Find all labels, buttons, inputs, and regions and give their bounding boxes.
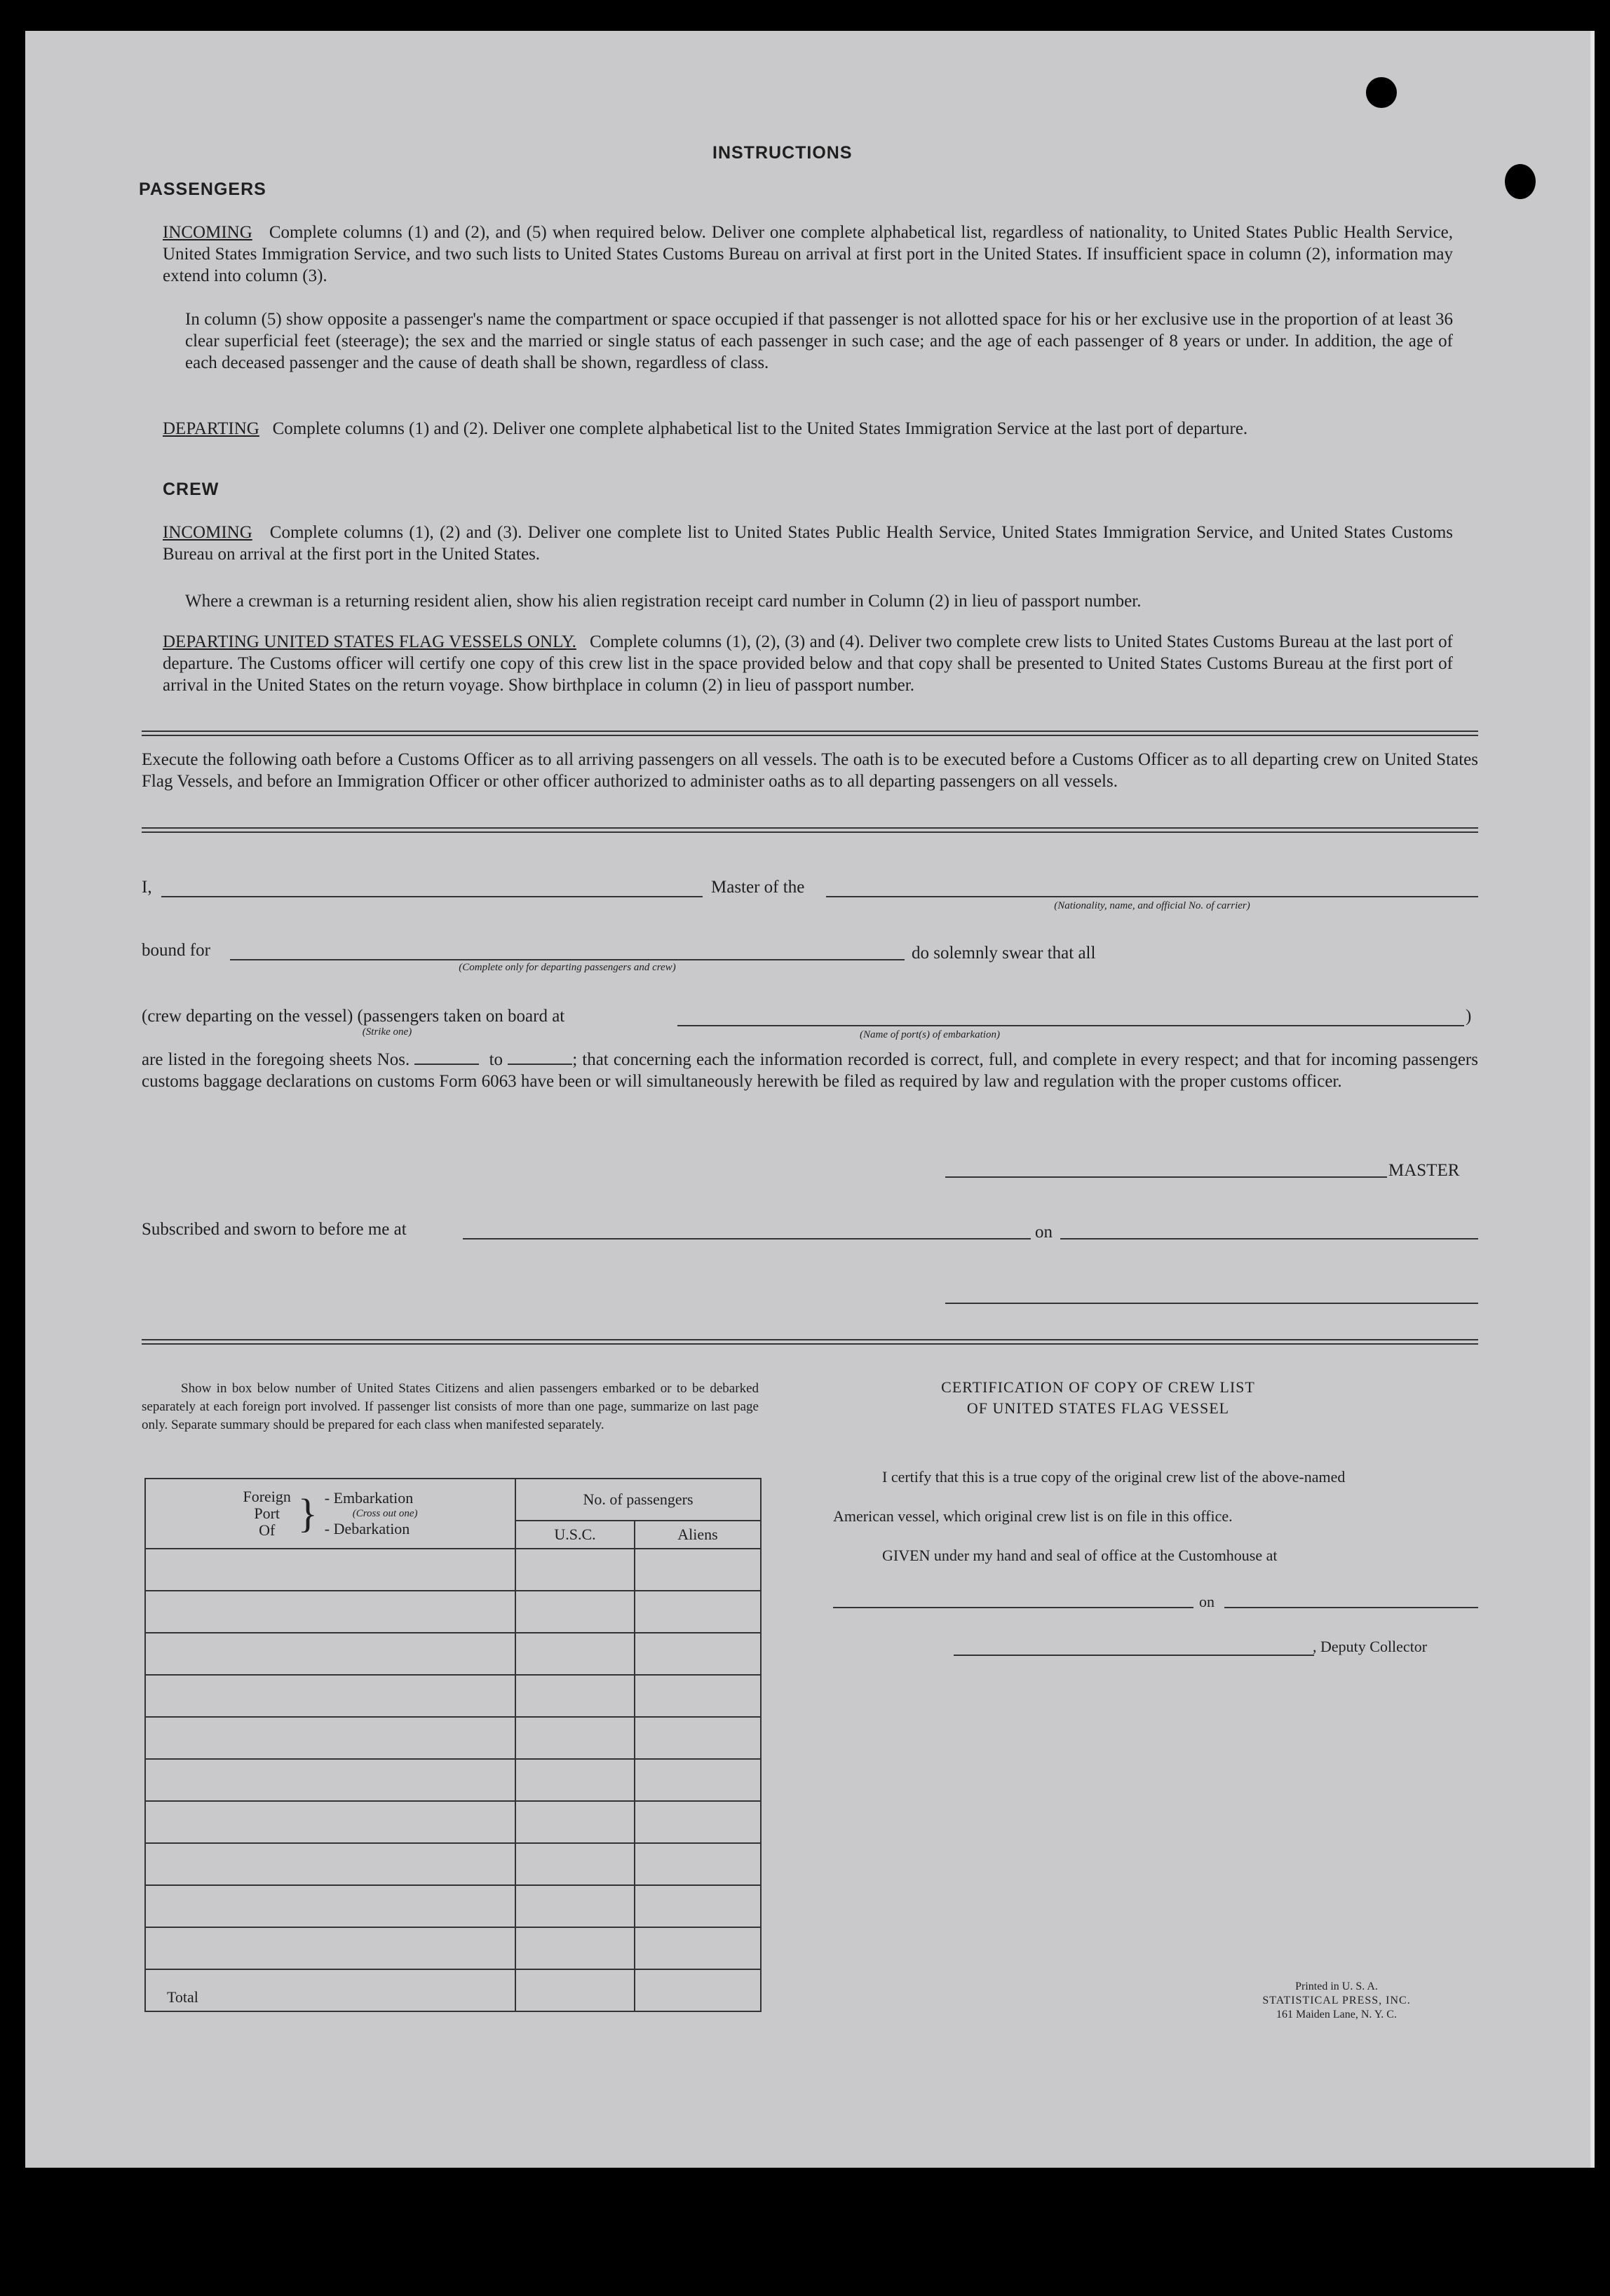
crew-departing-text: Complete columns (1), (2), (3) and (4). Deliver two complete crew lists to United States Customs Bureau at the last port of departure. The Customs officer will certify one copy of this crew list in the space provided below and that copy shall be presented to United States Customs Bureau at the first port of arrival in the United States on the return voyage. Show birthplace in column (2) in lieu of passport number.	[163, 632, 1453, 695]
no-of-passengers-header: No. of passengers	[515, 1479, 761, 1521]
incoming-text: Complete columns (1) and (2), and (5) when required below. Deliver one complete alphabetical list, regardless of nationality, to United States Public Health Service, United States Immigration Service, and two such lists to United States Customs Bureau on arrival at first port in the United States. If insufficient space in column (2), information may extend into column (3).	[163, 223, 1454, 285]
usc-cell[interactable]	[515, 1717, 635, 1759]
punch-hole	[1505, 164, 1536, 199]
listed-rest: ; that concerning each the information recorded is correct, full, and complete in every respect; and that for incoming passengers customs baggage declarations on customs Form 6063 have been or will simultaneously herewith be filed as required by law and regulation with the proper customs officer.	[142, 1050, 1478, 1091]
crew-incoming-label: INCOMING	[163, 523, 252, 542]
closing-paren: )	[1466, 1007, 1472, 1026]
crew-heading: CREW	[163, 480, 219, 499]
printer-line-2: STATISTICAL PRESS, INC.	[1262, 1995, 1411, 2006]
table-row	[145, 1717, 761, 1759]
passengers-incoming	[163, 222, 1453, 287]
master-of-label: Master of the	[711, 878, 805, 897]
port-cell[interactable]	[145, 1885, 515, 1927]
cert-on-label: on	[1199, 1593, 1215, 1610]
incoming-label: INCOMING	[163, 223, 252, 242]
printer-imprint	[1231, 1980, 1442, 2022]
cert-title-2: OF UNITED STATES FLAG VESSEL	[966, 1399, 1230, 1417]
port-cell[interactable]	[145, 1675, 515, 1717]
brace: }	[297, 1490, 318, 1536]
table-row	[145, 1633, 761, 1675]
sworn-place-field[interactable]	[463, 1238, 1031, 1239]
usc-total-cell[interactable]	[515, 1969, 635, 2011]
table-row	[145, 1885, 761, 1927]
aliens-total-cell[interactable]	[635, 1969, 761, 2011]
passengers-departing	[163, 418, 1453, 440]
debarkation-label: - Debarkation	[324, 1520, 410, 1537]
bound-for-field[interactable]	[230, 959, 905, 960]
port-cell[interactable]	[145, 1801, 515, 1843]
usc-cell[interactable]	[515, 1759, 635, 1801]
sworn-on-label: on	[1035, 1223, 1053, 1242]
aliens-header: Aliens	[635, 1521, 761, 1549]
usc-header: U.S.C.	[515, 1521, 635, 1549]
printer-line-1: Printed in U. S. A.	[1295, 1981, 1378, 1992]
total-row	[145, 1969, 761, 2011]
punch-hole	[1366, 77, 1397, 108]
departing-text: Complete columns (1) and (2). Deliver one complete alphabetical list to the United States Immigration Service at the last port of departure.	[272, 419, 1248, 438]
total-label: Total	[145, 1969, 515, 2011]
table-row	[145, 1927, 761, 1969]
aliens-cell[interactable]	[635, 1885, 761, 1927]
sheet-to-field[interactable]	[508, 1049, 572, 1065]
officer-signature-field[interactable]	[945, 1303, 1478, 1304]
bound-hint: (Complete only for departing passengers and crew)	[459, 962, 676, 973]
cert-title-1: CERTIFICATION OF COPY OF CREW LIST	[941, 1378, 1255, 1396]
usc-cell[interactable]	[515, 1591, 635, 1633]
master-label: MASTER	[1388, 1161, 1460, 1180]
carrier-field[interactable]	[826, 896, 1478, 897]
summary-instructions: Show in box below number of United States Citizens and alien passengers embarked or to be debarked separately at each foreign port involved. If passenger list consists of more than one page, summarize on last page only. Separate summary should be prepared for each class when manifested separately.	[142, 1381, 759, 1432]
crew-incoming-text: Complete columns (1), (2) and (3). Deliver one complete list to United States Public Health Service, United States Immigration Service, and United States Customs Bureau on arrival at the first port in the United States.	[163, 523, 1454, 564]
usc-cell[interactable]	[515, 1801, 635, 1843]
usc-cell[interactable]	[515, 1675, 635, 1717]
usc-cell[interactable]	[515, 1885, 635, 1927]
port-cell[interactable]	[145, 1633, 515, 1675]
usc-cell[interactable]	[515, 1633, 635, 1675]
port-cell[interactable]	[145, 1717, 515, 1759]
oath-i-label: I,	[142, 878, 152, 897]
foreign-port-header	[145, 1479, 515, 1549]
usc-cell[interactable]	[515, 1843, 635, 1885]
aliens-cell[interactable]	[635, 1633, 761, 1675]
divider	[142, 1339, 1478, 1345]
crew-departing	[163, 631, 1453, 696]
foreign-port-label: Foreign Port Of	[243, 1488, 291, 1539]
table-row	[145, 1843, 761, 1885]
embarkation-ports-field[interactable]	[677, 1025, 1464, 1026]
ports-hint: (Name of port(s) of embarkation)	[860, 1029, 1000, 1040]
master-name-field[interactable]	[161, 896, 703, 897]
customhouse-field[interactable]	[833, 1607, 1193, 1608]
listed-text	[142, 1049, 1478, 1092]
divider	[142, 827, 1478, 833]
crew-incoming	[163, 522, 1453, 565]
port-cell[interactable]	[145, 1591, 515, 1633]
listed-prefix: are listed in the foregoing sheets Nos.	[142, 1050, 410, 1069]
to-label: to	[489, 1050, 503, 1069]
port-cell[interactable]	[145, 1549, 515, 1591]
certify-line-1: I certify that this is a true copy of the original crew list of the above-named	[882, 1468, 1346, 1486]
subscribed-label: Subscribed and sworn to before me at	[142, 1220, 407, 1239]
aliens-cell[interactable]	[635, 1591, 761, 1633]
aliens-cell[interactable]	[635, 1675, 761, 1717]
usc-cell[interactable]	[515, 1927, 635, 1969]
port-cell[interactable]	[145, 1843, 515, 1885]
carrier-hint: (Nationality, name, and official No. of carrier)	[1054, 900, 1250, 911]
aliens-cell[interactable]	[635, 1801, 761, 1843]
passengers-heading: PASSENGERS	[139, 179, 266, 199]
table-row	[145, 1759, 761, 1801]
port-cell[interactable]	[145, 1927, 515, 1969]
strike-hint: (Strike one)	[362, 1026, 412, 1038]
printer-line-3: 161 Maiden Lane, N. Y. C.	[1276, 2009, 1397, 2020]
sheet-from-field[interactable]	[414, 1049, 479, 1065]
aliens-cell[interactable]	[635, 1927, 761, 1969]
aliens-cell[interactable]	[635, 1843, 761, 1885]
aliens-cell[interactable]	[635, 1549, 761, 1591]
sworn-date-field[interactable]	[1060, 1238, 1478, 1239]
oath-intro: Execute the following oath before a Customs Officer as to all arriving passengers on all vessels. The oath is to be executed before a Customs Officer as to all departing crew on United States Flag Vessels, and before an Immigration Officer or other officer authorized to administer oaths as to all departing passengers on all vessels.	[142, 750, 1478, 791]
port-cell[interactable]	[145, 1759, 515, 1801]
table-row	[145, 1591, 761, 1633]
table-row	[145, 1675, 761, 1717]
embarkation-label: - Embarkation	[324, 1489, 414, 1507]
deputy-collector-label: , Deputy Collector	[1313, 1638, 1428, 1655]
form-sheet	[25, 31, 1595, 2168]
cross-out-hint: (Cross out one)	[352, 1508, 418, 1519]
aliens-cell[interactable]	[635, 1717, 761, 1759]
table-row	[145, 1801, 761, 1843]
table-row	[145, 1549, 761, 1591]
cert-date-field[interactable]	[1224, 1607, 1478, 1608]
crew-departing-label: DEPARTING UNITED STATES FLAG VESSELS ONLY.	[163, 632, 576, 651]
divider	[142, 731, 1478, 736]
departing-label: DEPARTING	[163, 419, 259, 438]
bound-for-label: bound for	[142, 941, 210, 960]
crew-departing-text-line: (crew departing on the vessel) (passengers taken on board at	[142, 1007, 565, 1026]
swear-text: do solemnly swear that all	[912, 944, 1096, 963]
master-signature-field[interactable]	[945, 1176, 1387, 1178]
instructions-title: INSTRUCTIONS	[712, 143, 853, 163]
deputy-collector-signature[interactable]	[954, 1655, 1314, 1656]
passenger-summary-table	[144, 1478, 762, 2012]
usc-cell[interactable]	[515, 1549, 635, 1591]
certify-line-2: American vessel, which original crew list is on file in this office.	[833, 1507, 1233, 1525]
given-text: GIVEN under my hand and seal of office at the Customhouse at	[882, 1547, 1278, 1564]
aliens-cell[interactable]	[635, 1759, 761, 1801]
crew-resident: Where a crewman is a returning resident alien, show his alien registration receipt card number in Column (2) in lieu of passport number.	[185, 592, 1142, 611]
passengers-column5: In column (5) show opposite a passenger's name the compartment or space occupied if that passenger is not allotted space for his or her exclusive use in the proportion of at least 36 clear superficial feet (steerage); the sex and the married or single status of each passenger in such case; and the age of each passenger of 8 years or under. In addition, the age of each deceased passenger and the cause of death shall be shown, regardless of class.	[185, 310, 1453, 372]
